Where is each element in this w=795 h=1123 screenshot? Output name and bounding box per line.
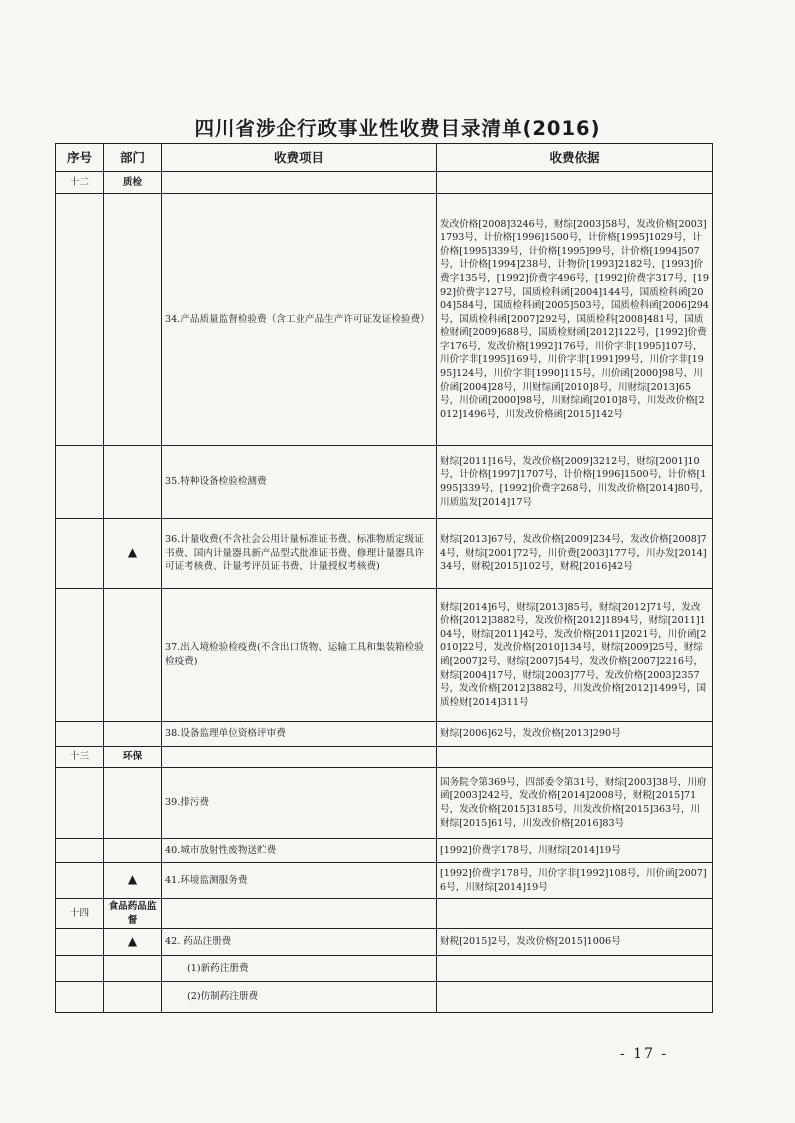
table-row — [56, 768, 713, 839]
table-row — [56, 899, 713, 929]
row-number — [56, 863, 104, 899]
header-basis: 收费依据 — [437, 144, 713, 172]
row-department — [104, 194, 162, 446]
row-department — [104, 863, 162, 899]
row-number — [56, 956, 104, 982]
header-item: 收费项目 — [162, 144, 437, 172]
row-basis: [1992]价费字178号，川财综[2014]19号 — [437, 839, 713, 863]
row-department — [104, 589, 162, 722]
row-basis: [1992]价费字178号，川价字非[1992]108号，川价函[2007]6号，川财综[2014]19号 — [437, 863, 713, 899]
table-row — [56, 519, 713, 589]
row-number — [56, 839, 104, 863]
header-dept: 部门 — [104, 144, 162, 172]
table-row — [56, 863, 713, 899]
row-department — [104, 929, 162, 956]
row-item — [162, 172, 437, 194]
triangle-mark: ▲ — [127, 933, 138, 948]
row-item: 41.环境监测服务费 — [162, 863, 437, 899]
row-department — [104, 982, 162, 1013]
row-basis: 财综[2013]67号，发改价格[2009]234号，发改价格[2008]74号，财综[2001]72号，川价费[2003]177号，川办发[2014]34号，财税[2015]102号，财税[2016]42号 — [437, 519, 713, 589]
row-department — [104, 722, 162, 747]
table-row — [56, 589, 713, 722]
row-item: 38.设备监理单位资格评审费 — [162, 722, 437, 747]
row-item: 34.产品质量监督检验费（含工业产品生产许可证发证检验费） — [162, 194, 437, 446]
row-basis: 财税[2015]2号，发改价格[2015]1006号 — [437, 929, 713, 956]
row-item: 42. 药品注册费 — [162, 929, 437, 956]
table-row — [56, 446, 713, 519]
row-item: 35.特种设备检验检测费 — [162, 446, 437, 519]
row-department: 食品药品监督 — [104, 899, 162, 929]
table-row — [56, 194, 713, 446]
row-number — [56, 446, 104, 519]
row-basis: 财综[2011]16号，发改价格[2009]3212号，财综[2001]10号，计价格[1997]1707号，计价格[1996]1500号，计价格[1995]339号，[1992]价费字268号，川发改价格[2014]80号，川质监发[2014]17号 — [437, 446, 713, 519]
header-num: 序号 — [56, 144, 104, 172]
table-header-row — [56, 144, 713, 172]
row-item: 40.城市放射性废物送贮费 — [162, 839, 437, 863]
row-basis — [437, 172, 713, 194]
row-number — [56, 929, 104, 956]
row-item: 39.排污费 — [162, 768, 437, 839]
row-basis — [437, 956, 713, 982]
row-department — [104, 839, 162, 863]
table-row — [56, 929, 713, 956]
row-basis — [437, 747, 713, 768]
row-item: 37.出入境检验检疫费(不含出口货物、运输工具和集装箱检验检疫费) — [162, 589, 437, 722]
table-row — [56, 747, 713, 768]
row-number — [56, 722, 104, 747]
row-number: 十四 — [56, 899, 104, 929]
table-row — [56, 982, 713, 1013]
page-title: 四川省涉企行政事业性收费目录清单(2016) — [194, 117, 601, 140]
row-item: 36.计量收费(不含社会公用计量标准证书费、标准物质定级证书费、国内计量器具新产品型式批准证书费、修理计量器具许可证考核费、计量考评员证书费、计量授权考核费) — [162, 519, 437, 589]
sub-item-label: (2)仿制药注册费 — [187, 991, 259, 1003]
table-row — [56, 172, 713, 194]
row-number — [56, 589, 104, 722]
row-basis: 发改价格[2008]3246号，财综[2003]58号，发改价格[2003]1793号，计价格[1996]1500号，计价格[1995]1029号，计价格[1995]339号，计价格[1995]99号，计价格[1994]507号，计价格[1994]238号，计物价[1993]2182号，[1993]价费字135号，[1992]价费字496号，[1992]价费字317号，[1992]价费字127号，国质检科函[2004]144号，国质检科函[2004]584号，国质检科函[2005]503号，国质检科函[2006]294号，国质检科函[2007]292号，国质检科[2008]481号，国质检财函[2009]688号，国质检财函[2012]122号，[1992]价费字176号，发改价格[1992]176号，川价字非[1995]107号，川价字非[1995]169号，川价字非[1991]99号，川价字非[1995]124号，川价字非[1990]115号，川价函[2000]98号，川价函[2004]28号，川财综函[2010]8号，川财综[2013]65号，川价函[2000]98号，川财综函[2010]8号，川发改价格[2012]1496号，川发改价格函[2015]142号 — [437, 194, 713, 446]
table-row — [56, 839, 713, 863]
row-department: 质检 — [104, 172, 162, 194]
row-item — [162, 956, 437, 982]
row-item — [162, 747, 437, 768]
fee-table — [55, 143, 713, 1013]
row-number — [56, 519, 104, 589]
row-number — [56, 768, 104, 839]
row-basis — [437, 899, 713, 929]
table-row — [56, 722, 713, 747]
row-number: 十二 — [56, 172, 104, 194]
row-department — [104, 519, 162, 589]
page-number: - 17 - — [620, 1046, 669, 1062]
row-basis: 国务院令第369号，四部委令第31号，财综[2003]38号，川府函[2003]242号，发改价格[2014]2008号，财税[2015]71号，发改价格[2015]3185号，川发改价格[2015]363号，川财综[2015]61号，川发改价格[2016]83号 — [437, 768, 713, 839]
row-item — [162, 899, 437, 929]
row-basis: 财综[2006]62号，发改价格[2013]290号 — [437, 722, 713, 747]
row-number — [56, 194, 104, 446]
row-basis: 财综[2014]6号，财综[2013]85号，财综[2012]71号，发改价格[2012]3882号，发改价格[2012]1894号，财综[2011]104号，财综[2011]42号，发改价格[2011]2021号，川价函[2010]22号，发改价格[2010]134号，财综[2009]25号，财综函[2007]2号，财综[2007]54号，发改价格[2007]2216号，财综[2004]17号，财综[2003]77号，发改价格[2003]2357号，发改价格[2012]3882号，川发改价格[2012]1499号，国质检财[2014]311号 — [437, 589, 713, 722]
row-department — [104, 768, 162, 839]
table-row — [56, 956, 713, 982]
sub-item-label: (1)新药注册费 — [187, 962, 249, 974]
row-department — [104, 446, 162, 519]
row-basis — [437, 982, 713, 1013]
row-item — [162, 982, 437, 1013]
row-number — [56, 982, 104, 1013]
row-department: 环保 — [104, 747, 162, 768]
row-department — [104, 956, 162, 982]
row-number: 十三 — [56, 747, 104, 768]
triangle-mark: ▲ — [127, 545, 138, 560]
triangle-mark: ▲ — [127, 872, 138, 887]
